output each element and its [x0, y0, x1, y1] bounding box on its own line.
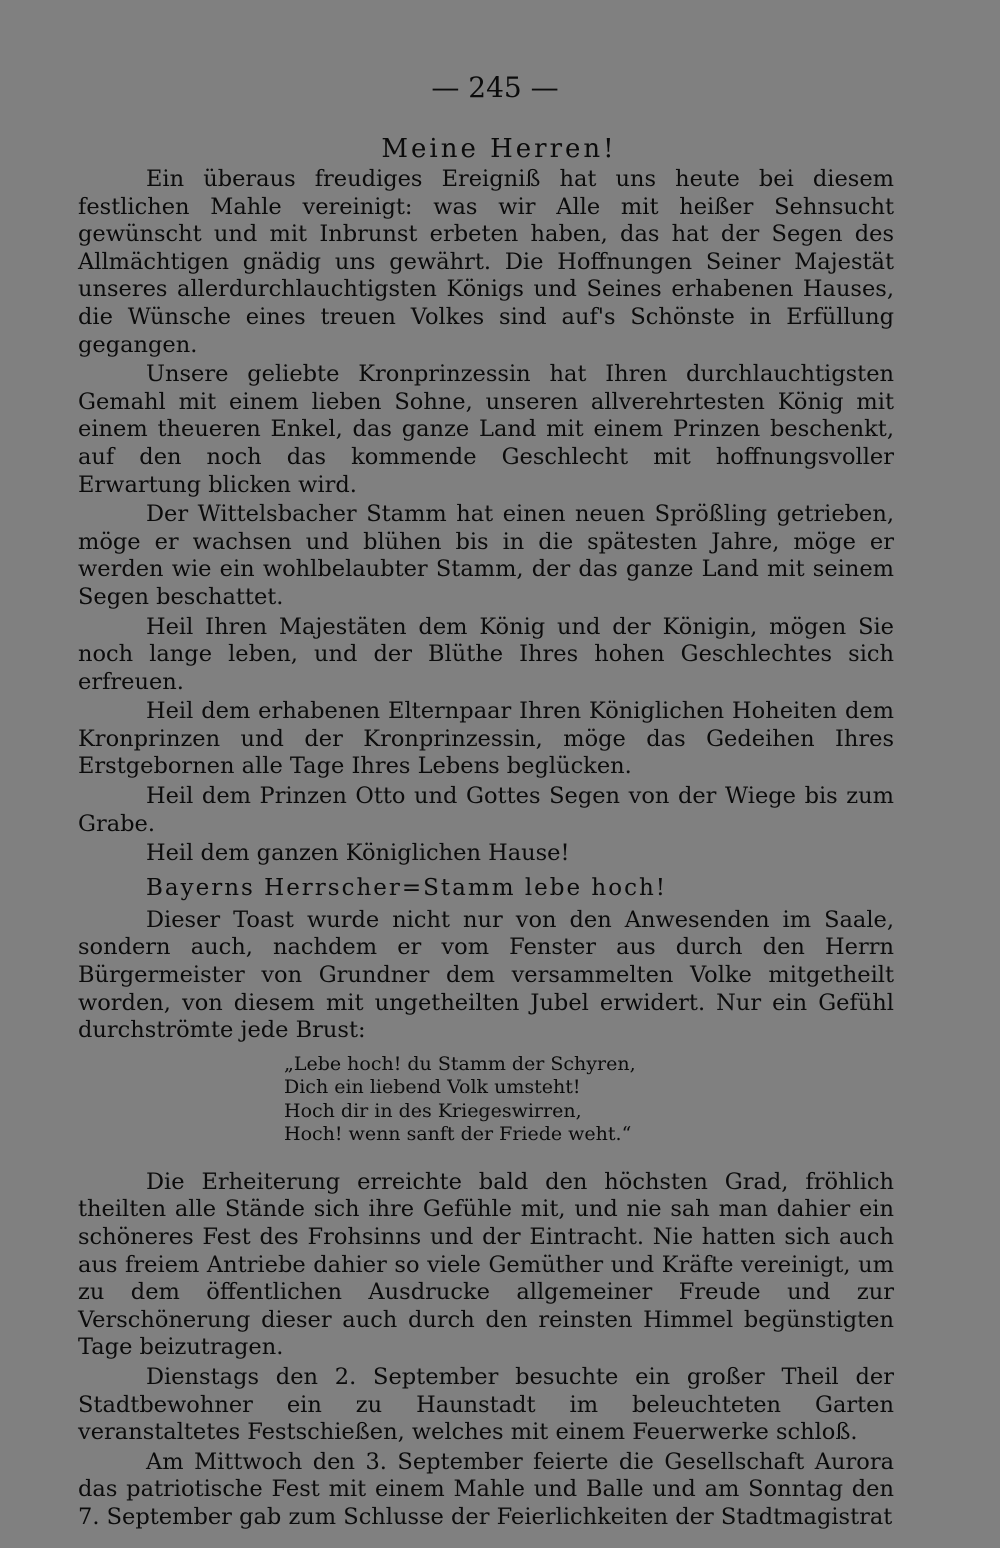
paragraph-hail-majesties: Heil Ihren Majestäten dem König und der Königin, mögen Sie noch lange leben, und der Blüthe Ihres hohen Geschlechtes sich erfreuen. [78, 613, 894, 695]
poem-line: Dich ein liebend Volk umsteht! [284, 1076, 581, 1099]
paragraph-wittelsbach: Der Wittelsbacher Stamm hat einen neuen Sprößling getrieben, möge er wachsen und blühen bis in die spätesten Jahre, möge er werden wie ein wohlbelaubter Stamm, der das ganze Land mit seinem Segen beschattet. [78, 501, 894, 610]
paragraph-wednesday-aurora: Am Mittwoch den 3. September feierte die Gesellschaft Aurora das patriotische Fest mit einem Mahle und Balle und am Sonntag den 7. September gab zum Schlusse der Feierlichkeiten der Stadtmagistrat [78, 1448, 894, 1530]
speech-salutation: Meine Herren! [381, 134, 617, 164]
poem-line: Hoch! wenn sanft der Friede weht.“ [284, 1123, 632, 1146]
paragraph-crown-princess: Unsere geliebte Kronprinzessin hat Ihren durchlauchtigsten Gemahl mit einem lieben Sohne, unseren allverehrtesten König mit einem theueren Enkel, das ganze Land mit einem Prinzen beschenkt, auf den noch das kommende Geschlecht mit hoffnungsvoller Erwartung blicken wird. [78, 361, 894, 498]
paragraph-cheerfulness: Die Erheiterung erreichte bald den höchsten Grad, fröhlich theilten alle Stände sich ihre Gefühle mit, und nie sah man dahier ein schöneres Fest des Frohsinns und der Eintracht. Nie hatten sich auch aus freiem Antriebe dahier so viele Gemüther und Kräfte vereinigt, um zu dem öffentlichen Ausdrucke allgemeiner Freude und zur Verschönerung dieser auch durch den reinsten Himmel begünstigten Tage beizutragen. [78, 1168, 894, 1361]
paragraph-joyful-event: Ein überaus freudiges Ereigniß hat uns heute bei diesem festlichen Mahle vereinigt: was wir Alle mit heißer Sehnsucht gewünscht und mit Inbrunst erbeten haben, das hat der Segen des Allmächtigen gnädig uns gewährt. Die Hoffnungen Seiner Majestät unseres allerdurchlauchtigsten Königs und Seines erhabenen Hauses, die Wünsche eines treuen Volkes sind auf's Schönste in Erfüllung gegangen. [78, 166, 894, 358]
toast-line: Bayerns Herrscher=Stamm lebe hoch! [146, 874, 668, 901]
paragraph-tuesday-shooting: Dienstags den 2. September besuchte ein großer Theil der Stadtbewohner ein zu Haunstadt im beleuchteten Garten veranstaltetes Festschießen, welches mit einem Feuerwerke schloß. [78, 1363, 894, 1446]
paragraph-hail-prince-otto: Heil dem Prinzen Otto und Gottes Segen von der Wiege bis zum Grabe. [78, 783, 894, 837]
poem-line: Hoch dir in des Kriegeswirren, [284, 1099, 582, 1122]
poem-verse [284, 1053, 894, 1147]
paragraph-toast-reception: Dieser Toast wurde nicht nur von den Anwesenden im Saale, sondern auch, nachdem er vom Fenster aus durch den Herrn Bürgermeister von Grundner dem versammelten Volke mitgetheilt worden, von diesem mit ungetheilten Jubel erwidert. Nur ein Gefühl durchströmte jede Brust: [78, 906, 894, 1044]
paragraph-hail-royal-house: Heil dem ganzen Königlichen Hause! [146, 840, 570, 867]
paragraph-hail-parents: Heil dem erhabenen Elternpaar Ihren Königlichen Hoheiten dem Kronprinzen und der Kronprinzessin, möge das Gedeihen Ihres Erstgebornen alle Tage Ihres Lebens beglücken. [78, 698, 894, 780]
poem-line: „Lebe hoch! du Stamm der Schyren, [284, 1052, 636, 1075]
book-page [78, 68, 894, 1532]
page-number: — 245 — [431, 71, 559, 104]
